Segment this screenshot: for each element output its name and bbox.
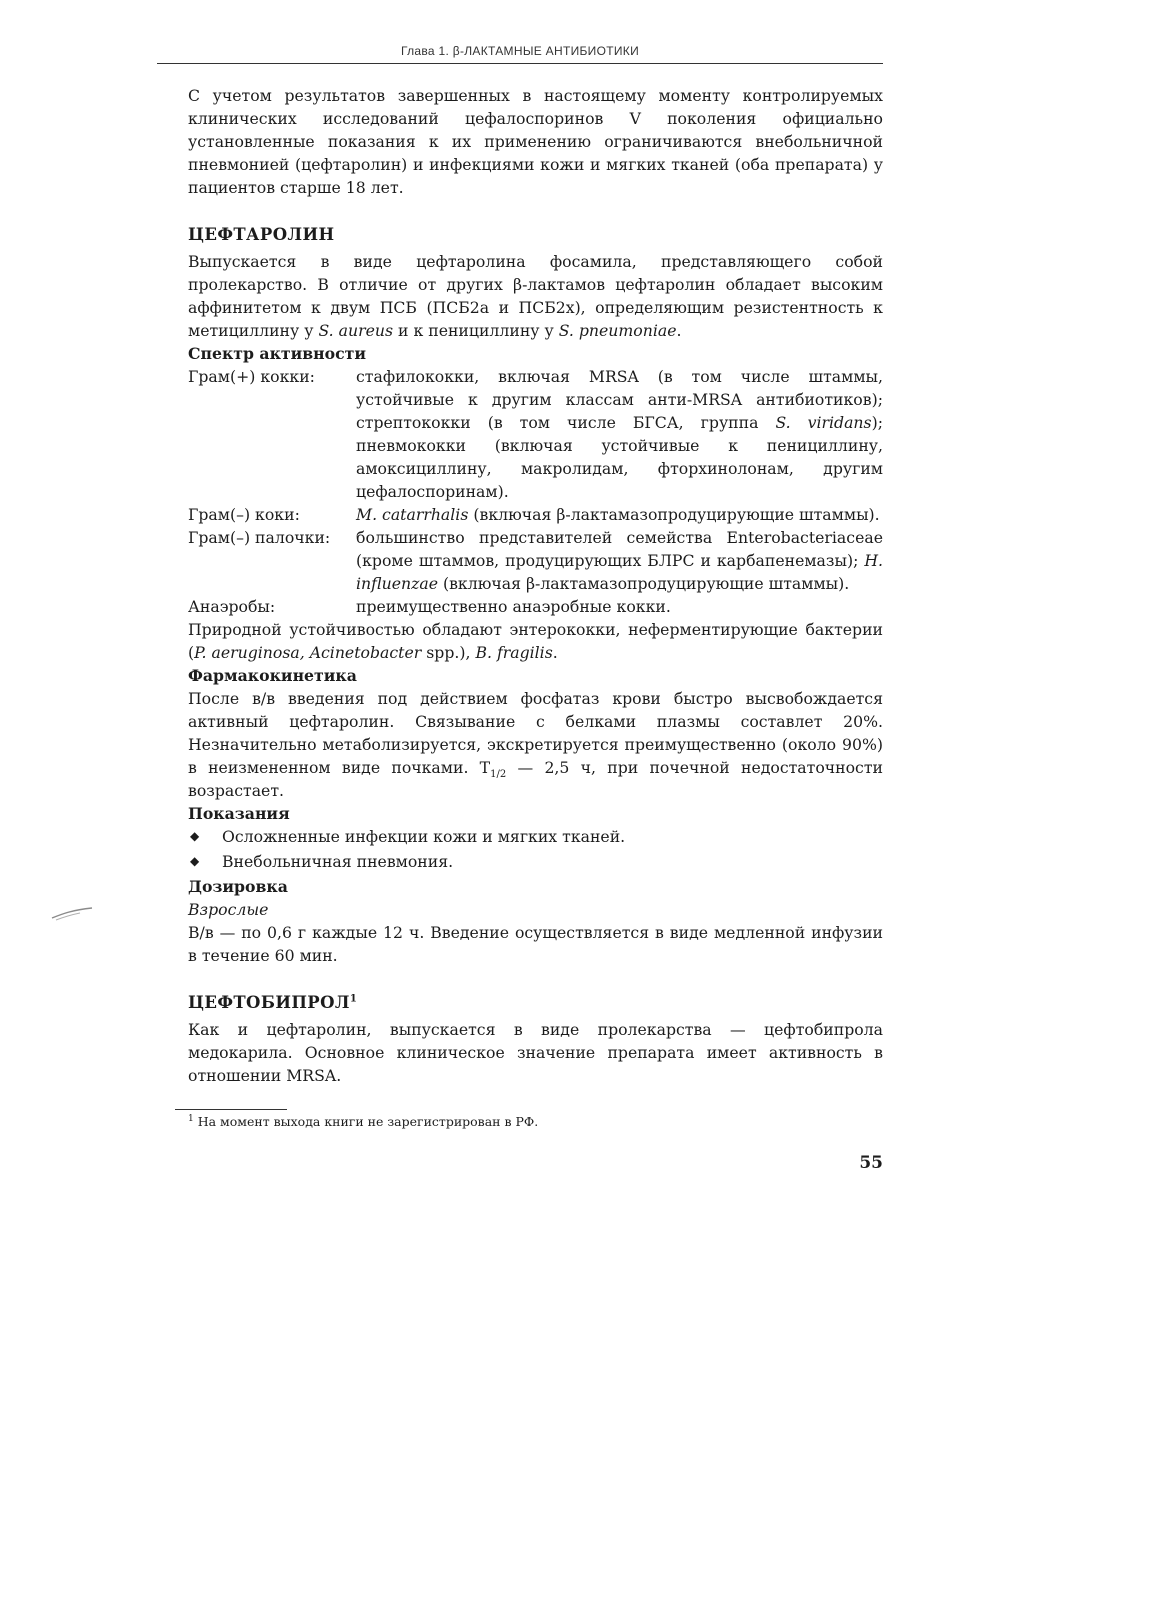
subheading-pharmacokinetics: Фармакокинетика <box>188 666 357 685</box>
list-item <box>188 850 883 873</box>
section-heading-ceftobiprole <box>188 991 883 1014</box>
text-run: — 2,5 ч, при почечной недостаточности возрастает. <box>188 758 883 800</box>
pharmacokinetics-paragraph <box>188 687 883 802</box>
ceftobiprole-description: Как и цефтаролин, выпускается в виде пролекарства — цефтобипрола медокарила. Основное клиническое значение препарата имеет активность в отношении MRSA. <box>188 1020 883 1085</box>
subheading-spectrum: Спектр активности <box>188 344 367 363</box>
text-run: (включая β-лактамазопродуцирующие штаммы). <box>437 574 850 593</box>
text-run: . <box>676 321 682 340</box>
spectrum-value <box>356 503 883 526</box>
footnote-text: На момент выхода книги не зарегистрирован в РФ. <box>197 1114 539 1129</box>
footnote-rule <box>175 1109 287 1110</box>
footnote-mark: 1 <box>188 1113 194 1124</box>
spectrum-row-gram-negative-cocci <box>188 503 883 526</box>
text-run: spp.), <box>421 643 476 662</box>
spectrum-label: Грам(–) палочки: <box>188 528 331 547</box>
spectrum-row-gram-positive-cocci <box>188 365 883 503</box>
spectrum-label: Грам(–) коки: <box>188 505 300 524</box>
spectrum-row-gram-negative-rods <box>188 526 883 595</box>
bullet-icon: ◆ <box>190 829 200 843</box>
indications-list <box>188 825 883 873</box>
organism-name: M. catarrhalis <box>356 505 469 524</box>
list-item <box>188 825 883 848</box>
list-item-text: Внебольничная пневмония. <box>222 852 454 871</box>
text-run: Выпускается в виде цефтаролина фосамила, представляющего собой пролекарство. В отличие от других β-лактамов цефтаролин обладает высоким аффинитетом к двум ПСБ (ПСБ2а и ПСБ2х), определяющим резистентность к метициллину у <box>188 252 883 340</box>
footnote-reference: 1 <box>349 993 358 1005</box>
running-header: Глава 1. β-ЛАКТАМНЫЕ АНТИБИОТИКИ <box>400 44 640 58</box>
scan-mark <box>50 902 94 922</box>
subheading-indications: Показания <box>188 804 290 823</box>
text-run: После в/в введения под действием фосфатаз крови быстро высвобождается активный цефтаролин. Связывание с белками плазмы составлет 20%. Незначительно метаболизируется, экскретируется преимущественно (около 90%) в неизмененном виде почками. Т <box>188 689 883 777</box>
section-heading-ceftaroline: ЦЕФТАРОЛИН <box>188 225 335 244</box>
spectrum-label: Грам(+) кокки: <box>188 367 315 386</box>
text-run: стафилококки, включая MRSA (в том числе штаммы, устойчивые к другим классам анти-MRSA антибиотиков); стрептококки (в том числе БГСА, группа <box>356 367 883 432</box>
text-run: (включая β-лактамазопродуцирующие штаммы). <box>468 505 880 524</box>
text-run: Природной устойчивостью обладают энтерококки, неферментирующие бактерии ( <box>188 620 883 662</box>
organism-name: P. aeruginosa, Acinetobacter <box>194 643 422 662</box>
organism-name: B. fragilis <box>475 643 553 662</box>
ceftaroline-description <box>188 250 883 342</box>
heading-text: ЦЕФТОБИПРОЛ <box>188 993 350 1012</box>
footnote <box>188 1113 538 1131</box>
organism-name: S. viridans <box>775 413 872 432</box>
header-rule <box>157 63 883 64</box>
text-run: большинство представителей семейства Enterobacteriaceae (кроме штаммов, продуцирующих БЛРС и карбапенемазы); <box>356 528 883 570</box>
dosing-paragraph: В/в — по 0,6 г каждые 12 ч. Введение осуществляется в виде медленной инфузии в течение 60 мин. <box>188 923 883 965</box>
spectrum-value <box>356 526 883 595</box>
dosing-adults-label: Взрослые <box>188 900 269 919</box>
text-run: . <box>552 643 558 662</box>
natural-resistance-paragraph <box>188 618 883 664</box>
text-run: и к пенициллину у <box>393 321 559 340</box>
organism-name: H. influenzae <box>356 551 883 593</box>
subheading-dosing: Дозировка <box>188 877 288 896</box>
bullet-icon: ◆ <box>190 854 200 868</box>
intro-paragraph: С учетом результатов завершенных в настоящему моменту контролируемых клинических исследований цефалоспоринов V поколения официально установленные показания к их применению ограничиваются внебольничной пневмонией (цефтаролин) и инфекциями кожи и мягких тканей (оба препарата) у пациентов старше 18 лет. <box>188 86 883 197</box>
organism-name: S. aureus <box>318 321 394 340</box>
text-run: ); пневмококки (включая устойчивые к пенициллину, амоксициллину, макролидам, фторхинолонам, другим цефалоспоринам). <box>356 413 883 501</box>
page-number: 55 <box>859 1153 883 1173</box>
organism-name: S. pneumoniae <box>558 321 677 340</box>
half-life-subscript: 1/2 <box>490 769 507 781</box>
spectrum-value <box>356 365 883 503</box>
spectrum-label: Анаэробы: <box>188 597 276 616</box>
page-body <box>188 84 883 1087</box>
spectrum-value: преимущественно анаэробные кокки. <box>356 597 671 616</box>
list-item-text: Осложненные инфекции кожи и мягких тканей. <box>222 827 626 846</box>
spectrum-row-anaerobes <box>188 595 883 618</box>
